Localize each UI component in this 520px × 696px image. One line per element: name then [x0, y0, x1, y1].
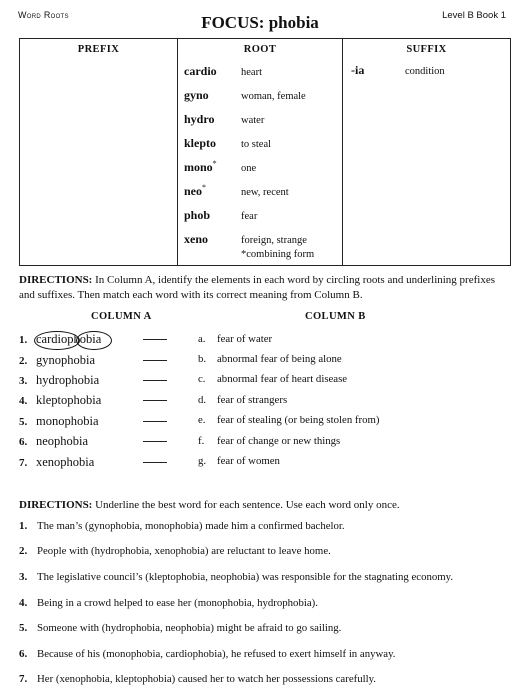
word-parts-table — [19, 38, 511, 266]
item-word: gynophobia — [36, 353, 96, 367]
answer-blank[interactable] — [143, 399, 167, 401]
item-letter: f. — [198, 435, 205, 447]
sentence-number: 1. — [19, 520, 28, 532]
item-definition: abnormal fear of heart disease — [217, 373, 348, 385]
sentence-item — [19, 545, 511, 557]
sentence-item — [19, 520, 511, 532]
root-meaning: water — [241, 115, 265, 126]
item-word: monophobia — [36, 414, 99, 428]
directions-label: DIRECTIONS: — [19, 274, 93, 286]
root-meaning: heart — [241, 67, 262, 78]
root-row — [184, 135, 338, 152]
sentence-item — [19, 597, 511, 609]
answer-blank[interactable] — [143, 420, 167, 422]
root-circle-mark — [34, 331, 80, 350]
sentence-number: 5. — [19, 622, 28, 634]
sentence-text: The legislative council’s (kleptophobia, neophobia) was responsible for the stagnating economy. — [37, 571, 454, 583]
root-row — [184, 183, 338, 200]
root-meaning: new, recent — [241, 187, 289, 198]
level-label: Level B Book 1 — [442, 10, 506, 21]
root-row — [184, 159, 338, 176]
sentence-text: Being in a crowd helped to ease her (monophobia, hydrophobia). — [37, 597, 318, 609]
root-row — [184, 87, 338, 104]
column-a-item — [19, 353, 167, 368]
page-title: FOCUS: phobia — [201, 13, 319, 32]
item-number: 2. — [19, 355, 28, 367]
root-word: cardio — [184, 64, 217, 78]
column-b-item — [198, 394, 287, 406]
item-number: 7. — [19, 457, 28, 469]
sentence-text: Because of his (monophobia, cardiophobia), he refused to exert himself in anyway. — [37, 648, 396, 660]
column-b-item — [198, 333, 272, 345]
item-number: 3. — [19, 375, 28, 387]
prefix-header: PREFIX — [77, 44, 120, 55]
sentence-number: 4. — [19, 597, 28, 609]
item-number: 6. — [19, 436, 28, 448]
sentence-item — [19, 673, 511, 685]
column-a-header: COLUMN A — [91, 311, 152, 322]
item-definition: fear of women — [217, 455, 280, 467]
item-word: cardiophobia — [36, 332, 102, 346]
item-word: xenophobia — [36, 455, 95, 469]
column-a-item — [19, 434, 167, 449]
column-b-header: COLUMN B — [305, 311, 366, 322]
item-letter: g. — [198, 455, 207, 467]
root-row — [184, 63, 338, 80]
root-word: klepto — [184, 136, 217, 150]
sentence-number: 3. — [19, 571, 28, 583]
root-word: gyno — [184, 88, 209, 102]
item-number: 4. — [19, 395, 28, 407]
root-meaning: fear — [241, 211, 258, 222]
column-a-item — [19, 455, 167, 470]
suffix-header: SUFFIX — [406, 44, 447, 55]
item-definition: fear of change or new things — [217, 435, 341, 447]
item-word: hydrophobia — [36, 373, 100, 387]
item-letter: e. — [198, 414, 206, 426]
column-a-item — [19, 414, 167, 429]
sentence-number: 6. — [19, 648, 28, 660]
answer-blank[interactable] — [143, 359, 167, 361]
answer-blank[interactable] — [143, 379, 167, 381]
item-number: 1. — [19, 334, 28, 346]
answer-blank[interactable] — [143, 440, 167, 442]
root-row — [184, 231, 338, 262]
item-letter: d. — [198, 394, 207, 406]
column-b-item — [198, 435, 340, 447]
root-meaning: woman, female — [241, 91, 306, 102]
column-b-item — [198, 414, 380, 426]
directions-sentences — [19, 498, 509, 513]
suffix-column — [343, 39, 510, 265]
sentence-item — [19, 622, 511, 634]
sentence-text: Someone with (hydrophobia, neophobia) might be afraid to go sailing. — [37, 622, 342, 634]
root-word: xeno — [184, 232, 208, 246]
root-circle-mark — [76, 331, 112, 350]
item-definition: fear of water — [217, 333, 273, 345]
sentence-text: The man’s (gynophobia, monophobia) made him a confirmed bachelor. — [37, 520, 345, 532]
item-word: kleptophobia — [36, 393, 102, 407]
root-word: neo* — [184, 183, 206, 198]
column-a-item — [19, 373, 167, 388]
column-a-item — [19, 393, 167, 408]
directions-text: In Column A, identify the elements in each word by circling roots and underlining prefixes and suffixes. Then match each word with its correct meaning from Column B. — [19, 274, 495, 301]
root-column — [178, 39, 343, 265]
root-note: *combining form — [241, 249, 315, 260]
item-letter: c. — [198, 373, 206, 385]
root-word: phob — [184, 208, 211, 222]
suffix-word: -ia — [351, 63, 365, 77]
item-definition: fear of stealing (or being stolen from) — [217, 414, 380, 426]
root-header: ROOT — [243, 44, 277, 55]
directions-label: DIRECTIONS: — [19, 499, 93, 511]
root-word: hydro — [184, 112, 215, 126]
sentence-text: Her (xenophobia, kleptophobia) caused her to watch her possessions carefully. — [37, 673, 376, 685]
item-letter: a. — [198, 333, 206, 345]
column-b-item — [198, 455, 280, 467]
answer-blank[interactable] — [143, 461, 167, 463]
prefix-column — [20, 39, 178, 265]
root-word: mono* — [184, 159, 217, 174]
root-meaning: foreign, strange — [241, 235, 307, 246]
item-definition: abnormal fear of being alone — [217, 353, 342, 365]
directions-text: Underline the best word for each sentence. Use each word only once. — [92, 499, 400, 511]
suffix-row — [351, 63, 445, 78]
sentence-number: 2. — [19, 545, 28, 557]
sentence-number: 7. — [19, 673, 28, 685]
item-number: 5. — [19, 416, 28, 428]
sentence-item — [19, 648, 511, 660]
sentence-item — [19, 571, 511, 583]
root-meaning: one — [241, 163, 257, 174]
directions-matching — [19, 273, 509, 303]
suffix-meaning: condition — [405, 66, 445, 77]
root-meaning: to steal — [241, 139, 272, 150]
item-word: neophobia — [36, 434, 89, 448]
answer-blank[interactable] — [143, 338, 167, 340]
item-definition: fear of strangers — [217, 394, 288, 406]
series-label: Word Roots — [18, 10, 69, 20]
root-row — [184, 111, 338, 128]
column-b-item — [198, 373, 347, 385]
item-letter: b. — [198, 353, 207, 365]
column-b-item — [198, 353, 342, 365]
root-row — [184, 207, 338, 224]
sentence-text: People with (hydrophobia, xenophobia) are reluctant to leave home. — [37, 545, 331, 557]
